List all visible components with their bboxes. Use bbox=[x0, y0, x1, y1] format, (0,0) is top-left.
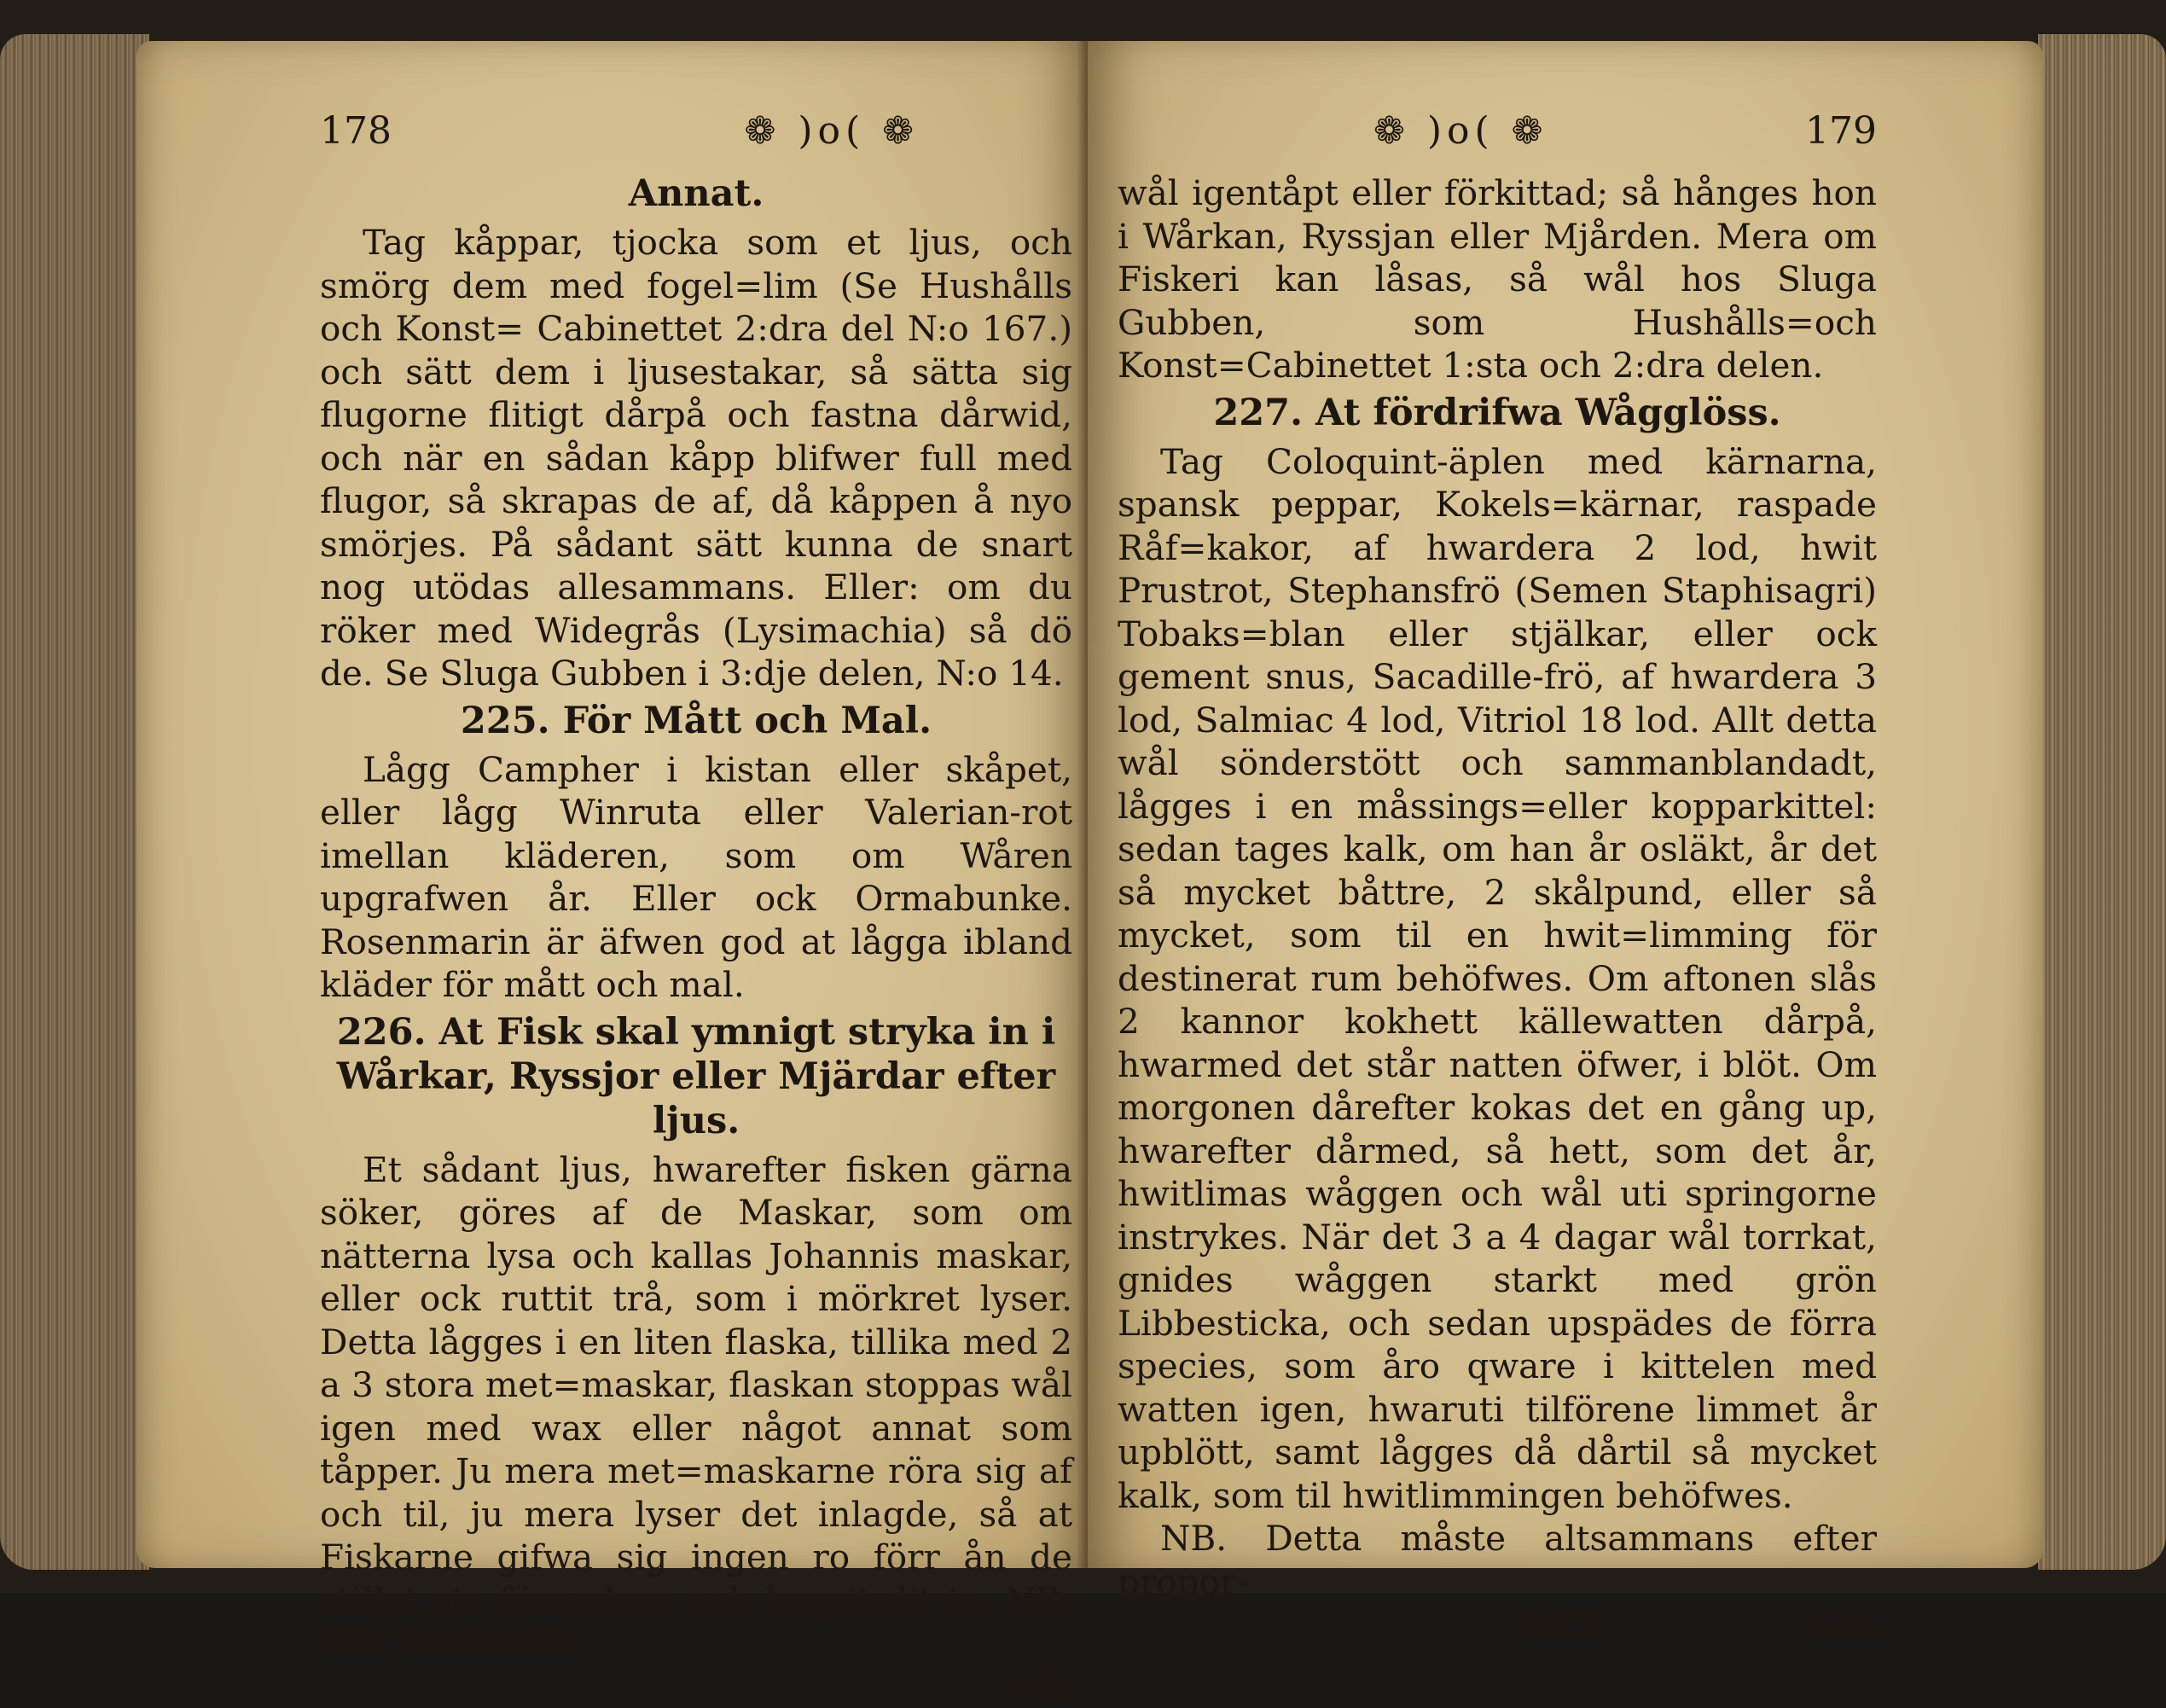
paragraph: Tag Coloquint-äplen med kärnarna, spansk peppar, Kokels=kärnar, raspade Råf=kakor, af hwardera 2 lod, hwit Prustrot, Stephansfrö (Semen Staphisagri) Tobaks=blan eller stjälkar, eller ock gement snus, Sacadille-frö, af hwardera 3 lod, Salmiac 4 lod, Vitriol 18 lod. Allt detta wål sönderstött och sammanblandadt, lågges i en måssings=eller kopparkittel: sedan tages kalk, om han år osläkt, år det så mycket båttre, 2 skålpund, eller så mycket, som til en hwit=limming för destinerat rum behöfwes. Om aftonen slås 2 kannor kokhett källewatten dårpå, hwarmed det står natten öfwer, i blöt. Om morgonen dårefter kokas det en gång up, hwarefter dårmed, så hett, som det år, hwitlimas wåggen och wål uti springorne instrykes. När det 3 a 4 dagar wål torrkat, gnides wåggen starkt med grön Libbesticka, och sedan upspädes de förra species, som åro qware i kittelen med watten igen, hwaruti tilförene limmet år upblött, samt lågges då dårtil så mycket kalk, som til hwitlimmingen behöfwes. bbox=[1118, 440, 1877, 1516]
page-number-right: 179 bbox=[1805, 108, 1877, 153]
paragraph: Et sådant ljus, hwarefter fisken gärna söker, göres af de Maskar, som om nätterna lysa och kallas Johannis maskar, eller ock ruttit trå, som i mörkret lyser. Detta lågges i en liten flaska, tillika med 2 a 3 stora met=maskar, flaskan stoppas wål igen med wax eller något annat som tåpper. Ju mera met=maskarne röra sig af och til, ju mera lyser det inlagde, så at Fiskarne gifwa sig ingen ro förr ån de stillat sin förundran och krupit dit in. NB. När flaskan är bbox=[320, 1148, 1072, 1664]
paragraph-nb: NB. Detta måste altsammans efter propor- bbox=[1118, 1518, 1877, 1602]
paragraph: Tag kåppar, tjocka som et ljus, och smörg dem med fogel=lim (Se Hushålls och Konst= Cabinettet 2:dra del N:o 167.) och sätt dem i ljusestakar, så sätta sig flugorne flitigt dårpå och fastna dårwid, och när en sådan kåpp blifwer full med flugor, så skrapas de af, då kåppen å nyo smörjes. På sådant sätt kunna de snart nog utödas allesammans. Eller: om du röker med Widegrås (Lysimachia) så dö de. Se Sluga Gubben i 3:dje delen, N:o 14. bbox=[320, 222, 1072, 694]
catchword-right: tion bbox=[1809, 1608, 1877, 1647]
paragraph-continued: wål igentåpt eller förkittad; så hånges hon i Wårkan, Ryssjan eller Mjården. Mera om Fiskeri kan låsas, så wål hos Sluga Gubben, som Hushålls=och Konst=Cabinettet 1:sta och 2:dra delen. bbox=[1118, 172, 1877, 386]
heading-annat: Annat. bbox=[628, 172, 764, 215]
footer-row-right bbox=[1118, 1606, 1877, 1649]
signature-mark: M 2 bbox=[1529, 1608, 1597, 1647]
right-page bbox=[1088, 41, 2043, 1647]
heading-225: 225. För Mått och Mal. bbox=[460, 699, 932, 742]
right-page-text bbox=[1118, 171, 1877, 1649]
page-number-left: 178 bbox=[320, 108, 392, 153]
heading-226: 226. At Fisk skal ymnigt stryka in i Wårkar, Ryssjor eller Mjärdar efter ljus. bbox=[336, 1010, 1056, 1142]
right-page-header bbox=[1118, 105, 1877, 156]
catchword-left: wål bbox=[1012, 1666, 1072, 1706]
right-page-edges bbox=[2038, 34, 2166, 1570]
left-page-edges bbox=[0, 34, 149, 1570]
header-ornament-left: ❁ )o( ❁ bbox=[744, 108, 919, 153]
heading-227: 227. At fördrifwa Wågglöss. bbox=[1213, 391, 1781, 434]
paragraph: Lågg Campher i kistan eller skåpet, eller lågg Winruta eller Valerian-rot imellan kläderen, som om Wåren upgrafwen år. Eller ock Ormabunke. Rosenmarin är äfwen god at låggа ibland kläder för mått och mal. bbox=[320, 748, 1072, 1005]
left-page bbox=[136, 41, 1088, 1706]
left-page-text bbox=[320, 171, 1072, 1708]
left-page-header bbox=[320, 105, 1072, 156]
header-ornament-right: ❁ )o( ❁ bbox=[1373, 108, 1548, 153]
